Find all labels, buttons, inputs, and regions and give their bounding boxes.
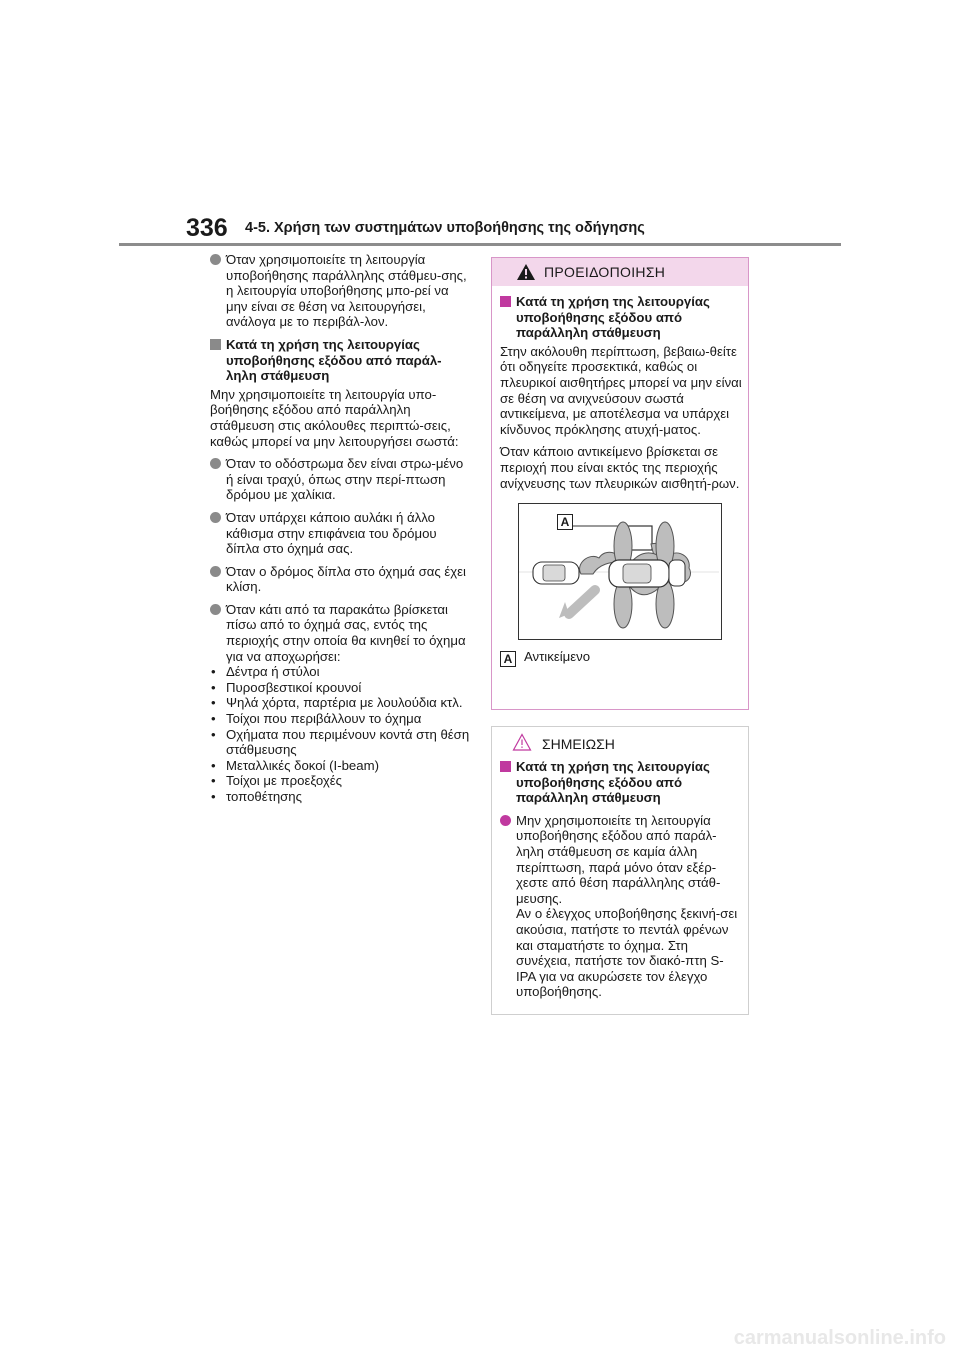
legend-text: Αντικείμενο: [523, 649, 591, 665]
warning-paragraph: Όταν κάποιο αντικείμενο βρίσκεται σε περιοχή που είναι εκτός της περιοχής ανίχνευσης των πλευρικών αισθητή-ρων.: [500, 444, 740, 491]
list-item-text: Όταν υπάρχει κάποιο αυλάκι ή άλλο κάθισμα στην επιφάνεια του δρόμου δίπλα στο όχημά σας.: [226, 509, 437, 557]
obstacle-item: • Δέντρα ή στύλοι: [210, 664, 472, 680]
note-box: [491, 726, 749, 1015]
warning-body: [492, 286, 748, 667]
caution-outline-icon: [512, 733, 532, 751]
list-item: [210, 602, 472, 664]
bullet-dot-icon: [210, 604, 221, 615]
figure-label-a: A: [557, 514, 573, 530]
list-item-text: Όταν ο δρόμος δίπλα στο όχημά σας έχει κλίση.: [226, 563, 466, 595]
obstacle-item: • Τοίχοι με προεξοχές: [210, 773, 472, 789]
note-heading-text: Κατά τη χρήση της λειτουργίας υποβοήθησης εξόδου από παράλληλη στάθμευση: [516, 759, 710, 806]
warning-title: ΠΡΟΕΙΔΟΠΟΙΗΣΗ: [544, 264, 666, 280]
obstacle-item: • τοποθέτησης: [210, 789, 472, 805]
list-item: [210, 510, 472, 557]
chapter-title: 4-5. Χρήση των συστημάτων υποβοήθησης της οδήγησης: [245, 220, 645, 236]
warning-header: [492, 258, 748, 286]
warning-box: [491, 257, 749, 710]
list-item: [210, 564, 472, 595]
figure-legend: [500, 649, 742, 667]
obstacle-item: • Πυροσβεστικοί κρουνοί: [210, 680, 472, 696]
obstacle-list: [210, 664, 472, 804]
header-rule: [119, 243, 841, 246]
note-title: ΣΗΜΕΙΩΣΗ: [542, 736, 615, 752]
bullet-dot-icon: [500, 815, 511, 826]
warning-triangle-icon: [516, 263, 536, 281]
section-paragraph: Μην χρησιμοποιείτε τη λειτουργία υπο-βοήθησης εξόδου από παράλληλη στάθμευση στις ακόλουθες περιπτώ-σεις, καθώς μπορεί να μην λειτουργήσει σωστά:: [210, 386, 459, 449]
obstacle-item: • Οχήματα που περιμένουν κοντά στη θέση στάθμευσης: [210, 727, 472, 758]
note-bullet-text: Αν ο έλεγχος υποβοήθησης ξεκινή-σει ακούσια, πατήστε το πεντάλ φρένων και σταματήστε το όχημα. Στη συνέχεια, πατήστε τον διακό-πτη S-IPA για να ακυρώσετε τον έλεγχο υποβοήθησης.: [516, 906, 738, 1000]
obstacle-item: • Μεταλλικές δοκοί (I-beam): [210, 758, 472, 774]
sensor-diagram-drawing: [519, 504, 721, 639]
note-body: [492, 757, 748, 1000]
square-bullet-icon: [500, 761, 511, 772]
note-bullet-text: Μην χρησιμοποιείτε τη λειτουργία υποβοήθησης εξόδου από παράλ-ληλη στάθμευση σε καμία άλλη περίπτωση, παρά μόνο όταν εξέρ-χεστε από θέση παράλληλης στάθ-μευσης.: [516, 812, 721, 906]
bullet-dot-icon: [210, 458, 221, 469]
bullet-dot-icon: [210, 566, 221, 577]
watermark: carmanualsonline.info: [733, 1327, 946, 1349]
note-header: [492, 727, 748, 757]
intro-bullet: [210, 252, 472, 330]
list-item-text: Όταν το οδόστρωμα δεν είναι στρω-μένο ή είναι τραχύ, όπως στην περί-πτωση δρόμου με χαλίκια.: [226, 456, 464, 503]
intro-text: Όταν χρησιμοποιείτε τη λειτουργία υποβοήθησης παράλληλης στάθμευ-σης, η λειτουργία υποβοήθησης μπο-ρεί να μην είναι σε θέση να λειτουργήσει, ανάλογα με το περιβάλ-λον.: [226, 252, 467, 330]
square-bullet-icon: [500, 296, 511, 307]
sensor-diagram: [518, 503, 722, 640]
warning-heading: [500, 294, 742, 341]
warning-heading-text: Κατά τη χρήση της λειτουργίας υποβοήθησης εξόδου από παράλληλη στάθμευση: [516, 294, 710, 341]
obstacle-item: • Ψηλά χόρτα, παρτέρια με λουλούδια κτλ.: [210, 695, 472, 711]
bullet-dot-icon: [210, 254, 221, 265]
warning-paragraph: Στην ακόλουθη περίπτωση, βεβαιω-θείτε ότι οδηγείτε προσεκτικά, καθώς οι πλευρικοί αισθητήρες μπορεί να μην είναι σε θέση να ανιχνεύσουν σωστά αντικείμενα, με αποτέλεσμα να υπάρχει κίνδυνος πρόκλησης ατυχή-ματος.: [500, 343, 742, 437]
list-item: [210, 456, 472, 503]
obstacle-item: • Τοίχοι που περιβάλλουν το όχημα: [210, 711, 472, 727]
note-bullet: [500, 813, 742, 1000]
legend-label-a: A: [500, 651, 516, 667]
bullet-dot-icon: [210, 512, 221, 523]
section-heading-text: Κατά τη χρήση της λειτουργίας υποβοήθησης εξόδου από παράλ-ληλη στάθμευση: [226, 336, 442, 384]
note-heading: [500, 759, 742, 806]
left-column: [210, 252, 472, 805]
square-bullet-icon: [210, 339, 221, 350]
list-item-text: Όταν κάτι από τα παρακάτω βρίσκεται πίσω από το όχημά σας, εντός της περιοχής στην οποία θα κινηθεί το όχημα για να αποχωρήσει:: [226, 601, 466, 664]
section-heading: [210, 337, 472, 384]
page-number: 336: [186, 214, 228, 242]
